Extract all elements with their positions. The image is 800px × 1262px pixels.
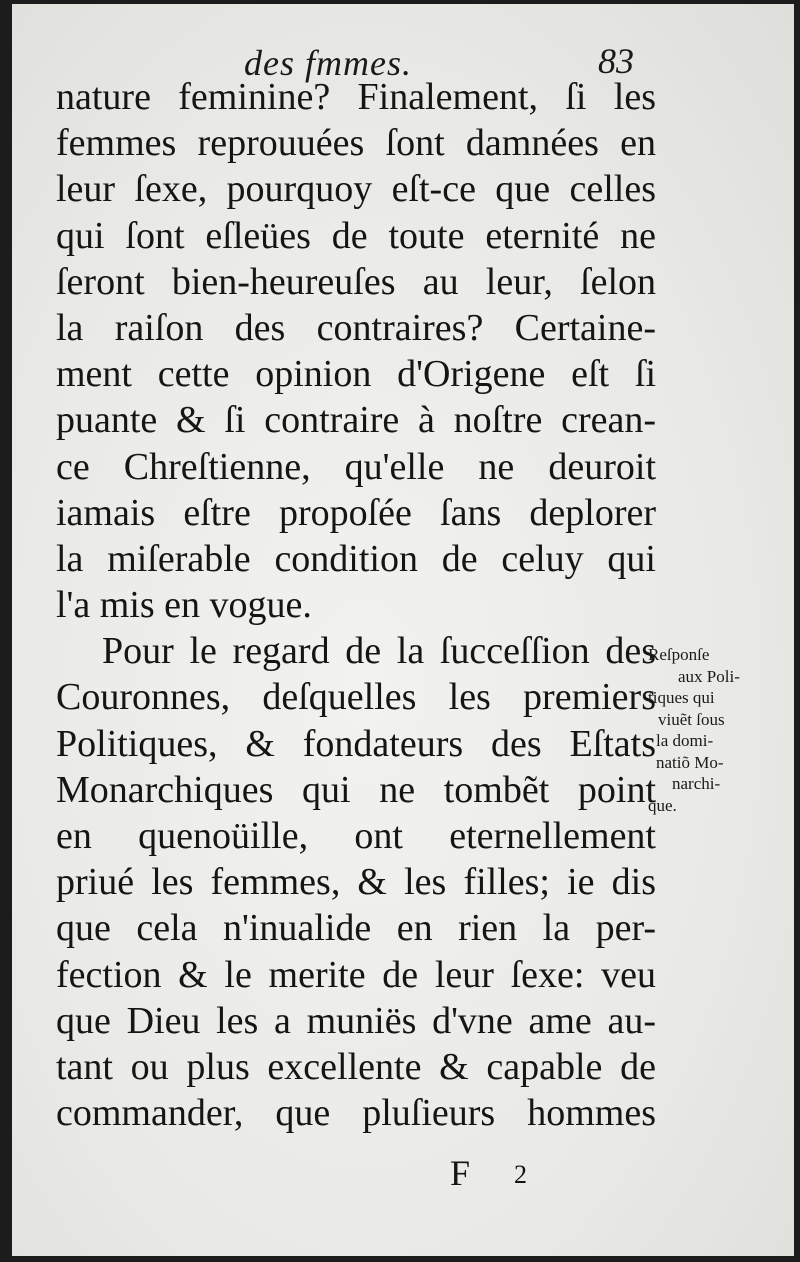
text-line: la miſerable condition de celuy qui <box>56 537 656 580</box>
page-number: 83 <box>598 41 634 81</box>
book-page <box>12 4 794 1256</box>
marginal-note-line: Reſponſe <box>648 645 710 664</box>
text-line: que cela n'inualide en rien la per- <box>56 907 656 950</box>
text-line: femmes reprouuées ſont damnées en <box>56 122 656 165</box>
text-line: Couronnes, deſquelles les premiers <box>56 676 656 719</box>
text-line: ment cette opinion d'Origene eſt ſi <box>56 353 656 396</box>
text-line: nature feminine? Finalement, ſi les <box>56 76 656 118</box>
text-line: qui ſont eſleües de toute eternité ne <box>56 214 656 257</box>
marginal-note-line: que. <box>648 795 677 815</box>
signature-number: 2 <box>514 1160 527 1189</box>
text-line: priué les femmes, & les filles; ie dis <box>56 861 656 904</box>
text-line: la raiſon des contraires? Certaine- <box>56 306 656 349</box>
text-line: leur ſexe, pourquoy eſt-ce que celles <box>56 168 656 211</box>
text-line: que Dieu les a muniës d'vne ame au- <box>56 999 656 1042</box>
text-line: puante & ſi contraire à noſtre crean- <box>56 399 656 442</box>
text-line: Politiques, & fondateurs des Eſtats <box>56 722 656 765</box>
text-line: ce Chreſtienne, qu'elle ne deuroit <box>56 445 656 488</box>
text-line: fection & le merite de leur ſexe: veu <box>56 953 656 996</box>
text-line: ſeront bien-heureuſes au leur, ſelon <box>56 260 656 303</box>
paragraph-start-line: Pour le regard de la ſucceſſion des <box>102 630 656 673</box>
marginal-note <box>648 644 768 816</box>
text-line: en quenoüille, ont eternellement <box>56 815 656 857</box>
text-line: tant ou plus excellente & capable de <box>56 1045 656 1088</box>
marginal-note-line: viuẽt ſous <box>658 709 725 729</box>
marginal-note-line: narchi- <box>672 774 721 793</box>
marginal-note-line: aux Poli- <box>678 666 740 686</box>
body-text <box>56 74 656 1136</box>
running-title: des fmmes. <box>244 43 412 83</box>
signature-mark <box>12 1152 794 1202</box>
text-line: Monarchiques qui ne tombẽt point <box>56 768 656 811</box>
paragraph-end-line: l'a mis en vogue. <box>56 584 312 627</box>
text-line: commander, que pluſieurs hommes <box>56 1092 656 1135</box>
signature-letter: F <box>450 1153 471 1193</box>
marginal-note-line: tiques qui <box>648 688 715 707</box>
marginal-note-line: la domi- <box>656 731 714 750</box>
marginal-note-line: natiõ Mo- <box>656 752 724 772</box>
text-line: iamais eſtre propoſée ſans deplorer <box>56 491 656 534</box>
